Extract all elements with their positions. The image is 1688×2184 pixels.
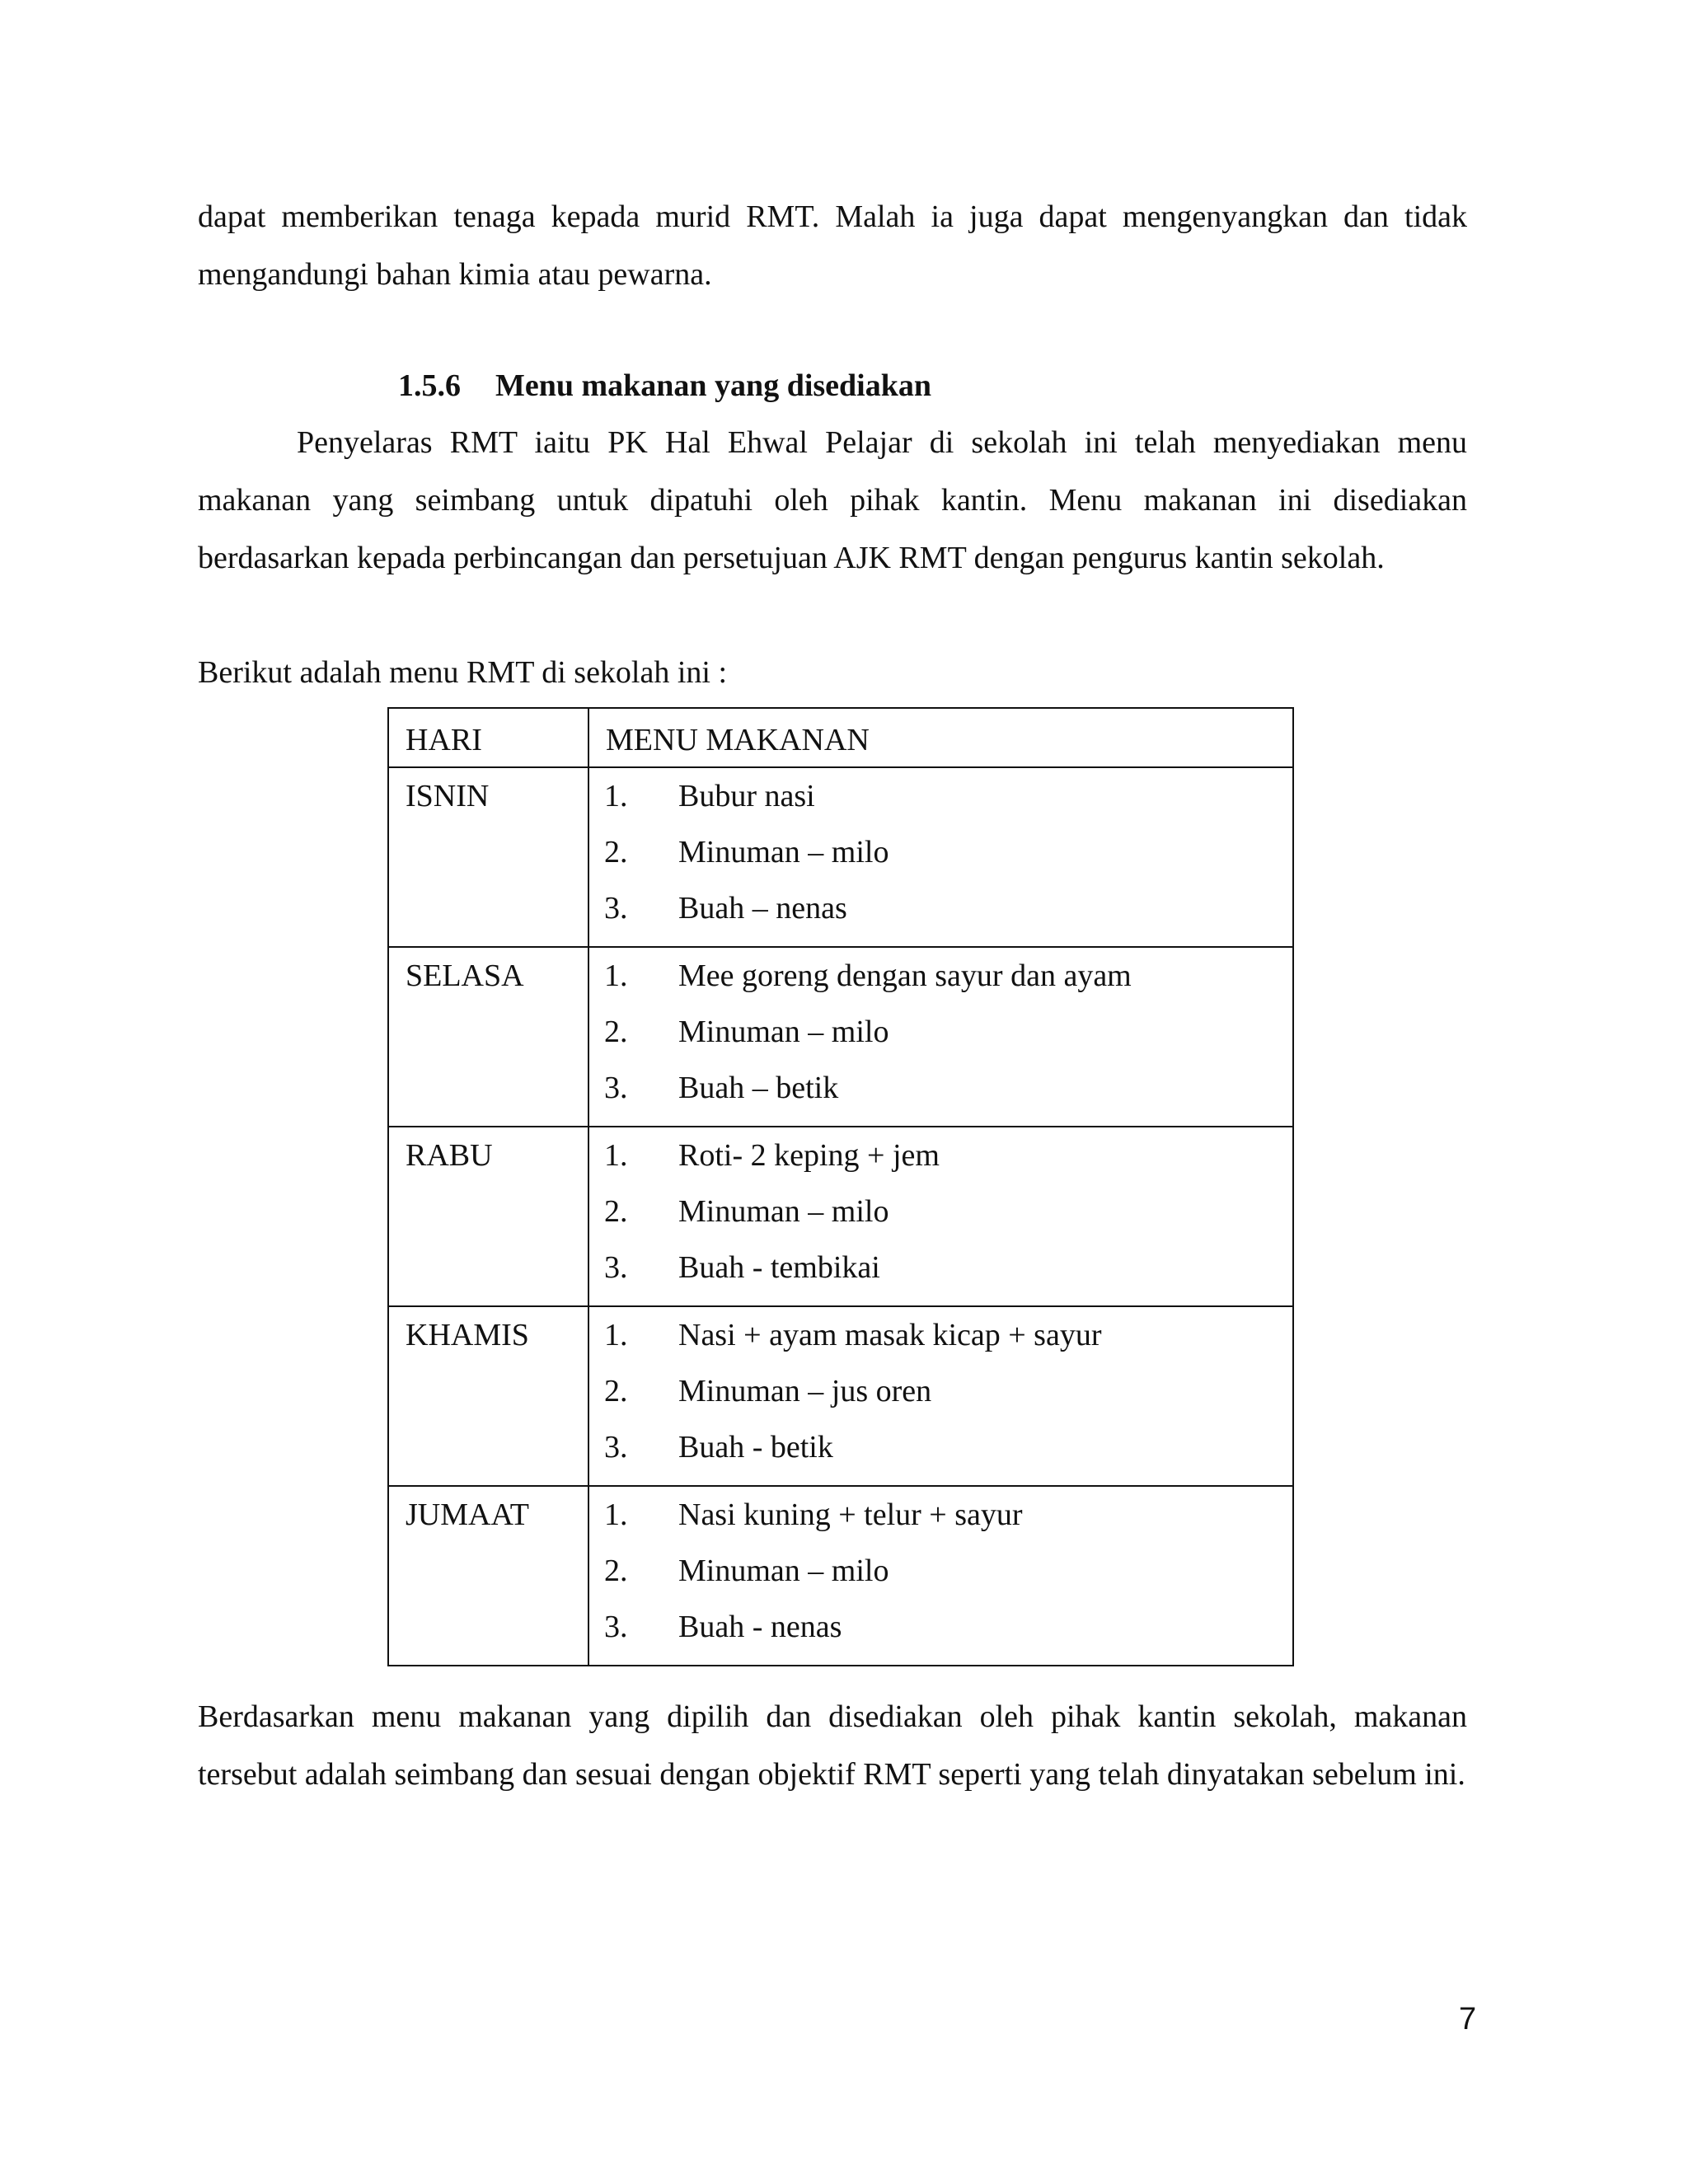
menu-items-cell: [588, 767, 1293, 947]
menu-item-text: Minuman – jus oren: [678, 1374, 932, 1408]
table-row: [388, 1486, 1293, 1666]
section-heading: [398, 361, 931, 410]
menu-item: [604, 883, 1292, 940]
menu-item: [604, 771, 1292, 827]
menu-items-cell: [588, 1127, 1293, 1306]
day-cell: ISNIN: [388, 767, 588, 947]
table-row: [388, 1127, 1293, 1306]
paragraph-intro: dapat memberikan tenaga kepada murid RMT. Malah ia juga dapat mengenyangkan dan tidak mengandungi bahan kimia atau pewarna.: [198, 199, 1467, 292]
menu-item-text: Minuman – milo: [678, 1194, 889, 1229]
menu-item-text: Buah - tembikai: [678, 1250, 880, 1285]
menu-table: [387, 707, 1294, 1666]
menu-item: [604, 1063, 1292, 1119]
menu-item-text: Buah – betik: [678, 1071, 839, 1105]
menu-items-cell: [588, 1306, 1293, 1486]
menu-item-number: 3.: [604, 891, 628, 926]
menu-item-number: 1.: [604, 779, 628, 813]
paragraph-conclusion: Berdasarkan menu makanan yang dipilih dan disediakan oleh pihak kantin sekolah, makanan tersebut adalah seimbang dan sesuai dengan objektif RMT seperti yang telah dinyatakan sebelum ini.: [198, 1699, 1467, 1792]
menu-item-text: Minuman – milo: [678, 835, 889, 869]
menu-item-text: Buah - nenas: [678, 1610, 842, 1644]
page-number: 7: [1459, 2002, 1477, 2036]
menu-item-number: 2.: [604, 1374, 628, 1408]
menu-item-number: 3.: [604, 1250, 628, 1285]
menu-item: [604, 1131, 1292, 1187]
menu-item-text: Buah - betik: [678, 1430, 833, 1465]
day-cell: SELASA: [388, 947, 588, 1127]
paragraph-body: Penyelaras RMT iaitu PK Hal Ehwal Pelajar di sekolah ini telah menyediakan menu makanan yang seimbang untuk dipatuhi oleh pihak kantin. Menu makanan ini disediakan berdasarkan kepada perbincangan dan persetujuan AJK RMT dengan pengurus kantin sekolah.: [198, 425, 1467, 575]
table-header-row: [388, 708, 1293, 767]
menu-table-body: [388, 767, 1293, 1666]
menu-item-number: 3.: [604, 1610, 628, 1644]
menu-item: [604, 1366, 1292, 1422]
menu-items-cell: [588, 947, 1293, 1127]
menu-item: [604, 1546, 1292, 1602]
menu-item-text: Mee goreng dengan sayur dan ayam: [678, 958, 1132, 993]
menu-item-number: 1.: [604, 1497, 628, 1532]
menu-item-number: 1.: [604, 1318, 628, 1352]
table-row: [388, 767, 1293, 947]
menu-item-text: Bubur nasi: [678, 779, 815, 813]
menu-item-number: 2.: [604, 1015, 628, 1049]
menu-item-number: 1.: [604, 1138, 628, 1173]
menu-item-number: 1.: [604, 958, 628, 993]
menu-item-text: Nasi kuning + telur + sayur: [678, 1497, 1023, 1532]
menu-item-text: Buah – nenas: [678, 891, 847, 926]
table-row: [388, 1306, 1293, 1486]
header-menu: MENU MAKANAN: [588, 708, 1293, 767]
day-cell: JUMAAT: [388, 1486, 588, 1666]
menu-item-number: 3.: [604, 1430, 628, 1465]
menu-item-number: 2.: [604, 835, 628, 869]
menu-item-text: Nasi + ayam masak kicap + sayur: [678, 1318, 1102, 1352]
section-number: 1.5.6: [398, 368, 461, 403]
menu-item-text: Minuman – milo: [678, 1015, 889, 1049]
menu-item: [604, 1243, 1292, 1299]
menu-item-number: 3.: [604, 1071, 628, 1105]
table-row: [388, 947, 1293, 1127]
menu-items-cell: [588, 1486, 1293, 1666]
menu-item: [604, 827, 1292, 883]
menu-item: [604, 1310, 1292, 1366]
menu-item: [604, 951, 1292, 1007]
day-cell: KHAMIS: [388, 1306, 588, 1486]
menu-item-text: Roti- 2 keping + jem: [678, 1138, 940, 1173]
day-cell: RABU: [388, 1127, 588, 1306]
header-day: HARI: [388, 708, 588, 767]
menu-item: [604, 1602, 1292, 1658]
menu-item-number: 2.: [604, 1554, 628, 1588]
table-intro: Berikut adalah menu RMT di sekolah ini :: [198, 655, 728, 690]
menu-item: [604, 1422, 1292, 1479]
menu-item-number: 2.: [604, 1194, 628, 1229]
section-title: Menu makanan yang disediakan: [495, 368, 931, 403]
menu-item: [604, 1007, 1292, 1063]
menu-item-text: Minuman – milo: [678, 1554, 889, 1588]
menu-item: [604, 1187, 1292, 1243]
menu-item: [604, 1490, 1292, 1546]
